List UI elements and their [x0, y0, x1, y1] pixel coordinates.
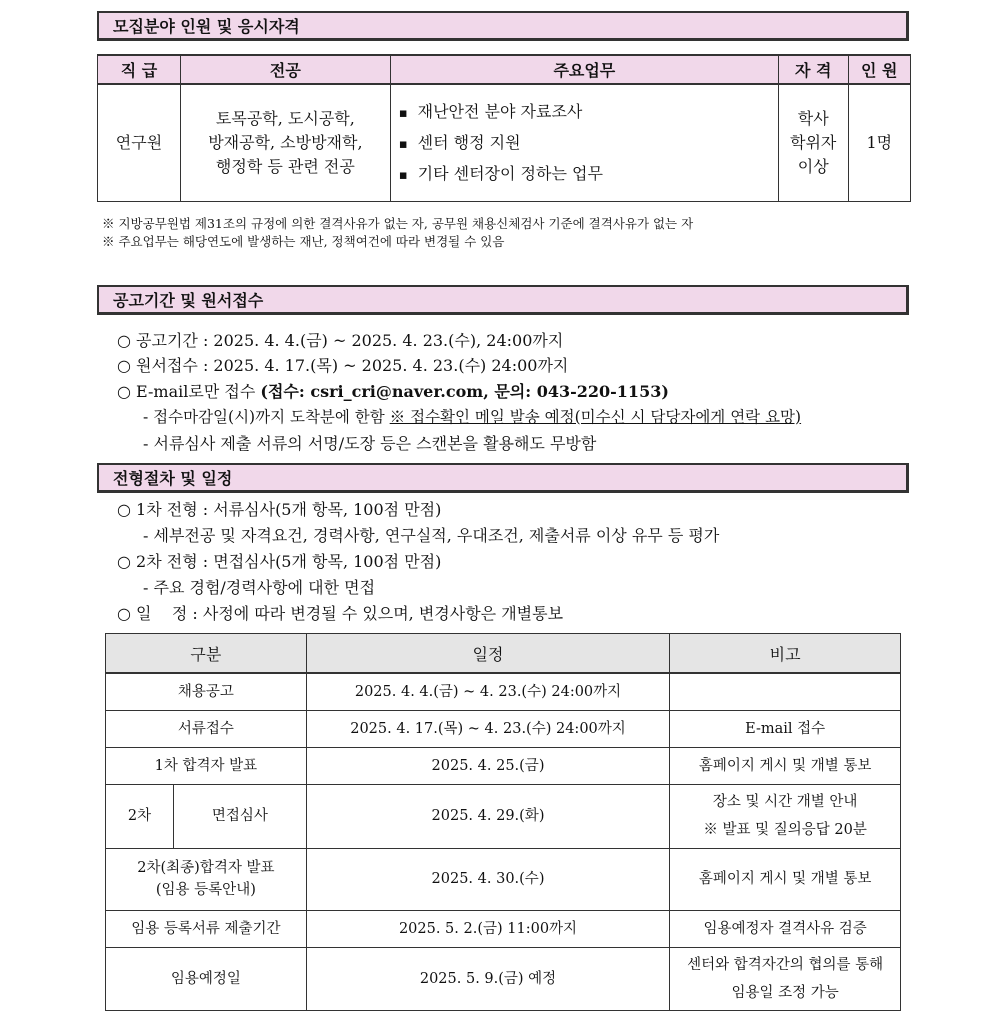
duty-item: ▪ 기타 센터장이 정하는 업무: [399, 159, 778, 190]
procedure-line: ○ 2차 전형 : 면접심사(5개 항목, 100점 만점): [117, 552, 442, 571]
note-cell: [670, 673, 901, 710]
stage-line: (임용 등록안내): [155, 882, 256, 898]
qualification-line: 학위자: [790, 133, 837, 152]
date-cell: 2025. 5. 9.(금) 예정: [306, 947, 670, 1010]
header-cell: 구분: [106, 634, 307, 674]
header-cell: 인 원: [848, 55, 910, 84]
section-title: 공고기간 및 원서접수: [113, 291, 264, 310]
section-header-procedure: [97, 463, 909, 493]
deadline-note: [143, 405, 801, 427]
major-line: 행정학 등 관련 전공: [215, 157, 355, 176]
email-application: [117, 379, 669, 402]
confirmation-mail-note: ※ 접수확인 메일 발송 예정(미수신 시 담당자에게 연락 요망): [389, 408, 802, 426]
section-title: 전형절차 및 일정: [113, 469, 233, 488]
note-cell: 홈페이지 게시 및 개별 통보: [670, 747, 901, 784]
header-cell: 전공: [180, 55, 390, 84]
stage-cell: 서류접수: [106, 710, 307, 747]
rank-cell: 연구원: [98, 84, 181, 202]
section-title: 모집분야 인원 및 응시자격: [113, 17, 300, 36]
header-cell: 자 격: [778, 55, 848, 84]
note-cell: [670, 947, 901, 1010]
major-cell: [180, 84, 390, 202]
note-cell: [670, 784, 901, 848]
note-line: 센터와 합격자간의 협의를 통해: [687, 956, 884, 973]
stage-cell: 임용예정일: [106, 947, 307, 1010]
header-cell: 일정: [306, 634, 670, 674]
header-cell: 주요업무: [390, 55, 778, 84]
table-row: [106, 910, 901, 947]
section-header-application: [97, 285, 909, 315]
table-row: [98, 84, 911, 202]
qualification-line: 학사: [797, 109, 829, 128]
application-period: ○ 원서접수 : 2025. 4. 17.(목) ~ 2025. 4. 23.(수) 24:00까지: [117, 356, 569, 375]
duties-list: [391, 97, 778, 190]
note-line: ※ 지방공무원법 제31조의 규정에 의한 결격사유가 없는 자, 공무원 채용신체검사 기준에 결격사유가 없는 자: [102, 216, 694, 231]
deadline-text: - 접수마감일(시)까지 도착분에 한함: [143, 408, 390, 426]
stage-cell: 1차 합격자 발표: [106, 747, 307, 784]
posting-period: ○ 공고기간 : 2025. 4. 4.(금) ~ 2025. 4. 23.(수), 24:00까지: [117, 331, 564, 350]
note-cell: E-mail 접수: [670, 710, 901, 747]
email-application-label: ○ E-mail로만 접수: [117, 382, 261, 401]
procedure-line: - 세부전공 및 자격요건, 경력사항, 연구실적, 우대조건, 제출서류 이상 유무 등 평가: [143, 526, 720, 545]
note-cell: 임용예정자 결격사유 검증: [670, 910, 901, 947]
notes: [102, 215, 693, 251]
table-row: [106, 747, 901, 784]
table-row: [106, 673, 901, 710]
stage-cell: 임용 등록서류 제출기간: [106, 910, 307, 947]
header-cell: 비고: [670, 634, 901, 674]
headcount-cell: 1명: [848, 84, 910, 202]
recruitment-table: [97, 54, 911, 202]
note-line: 장소 및 시간 개별 안내: [712, 794, 858, 810]
note-line: ※ 발표 및 질의응답 20분: [703, 822, 867, 838]
signature-note: - 서류심사 제출 서류의 서명/도장 등은 스캔본을 활용해도 무방함: [143, 434, 597, 453]
qualification-cell: [778, 84, 848, 202]
table-row: [106, 710, 901, 747]
major-line: 방재공학, 소방방재학,: [208, 133, 363, 152]
note-line: ※ 주요업무는 해당연도에 발생하는 재난, 정책여건에 따라 변경될 수 있음: [102, 234, 505, 249]
date-cell: 2025. 4. 30.(수): [306, 848, 670, 910]
table-header-row: [98, 55, 911, 84]
procedure-line: - 주요 경험/경력사항에 대한 면접: [143, 578, 376, 597]
date-cell: 2025. 4. 29.(화): [306, 784, 670, 848]
date-cell: 2025. 5. 2.(금) 11:00까지: [306, 910, 670, 947]
table-row: [106, 947, 901, 1010]
duties-cell: [390, 84, 778, 202]
date-cell: 2025. 4. 17.(목) ~ 4. 23.(수) 24:00까지: [306, 710, 670, 747]
stage-cell: 채용공고: [106, 673, 307, 710]
header-cell: 직 급: [98, 55, 181, 84]
table-row: [106, 784, 901, 848]
stage-cell: [106, 848, 307, 910]
note-cell: 홈페이지 게시 및 개별 통보: [670, 848, 901, 910]
substage-cell: 면접심사: [173, 784, 306, 848]
date-cell: 2025. 4. 25.(금): [306, 747, 670, 784]
stage-cell: 2차: [106, 784, 174, 848]
schedule-table: [105, 633, 901, 1011]
table-row: [106, 848, 901, 910]
section-header-recruitment: [97, 11, 909, 41]
duty-item: ▪ 센터 행정 지원: [399, 128, 778, 159]
duty-item: ▪ 재난안전 분야 자료조사: [399, 97, 778, 128]
procedure-line: ○ 1차 전형 : 서류심사(5개 항목, 100점 만점): [117, 500, 442, 519]
table-header-row: [106, 634, 901, 674]
note-line: 임용일 조정 가능: [731, 984, 839, 1001]
contact-info: (접수: csri_cri@naver.com, 문의: 043-220-1153): [260, 382, 669, 401]
stage-line: 2차(최종)합격자 발표: [137, 860, 275, 876]
qualification-line: 이상: [797, 157, 829, 176]
major-line: 토목공학, 도시공학,: [215, 109, 355, 128]
procedure-line: ○ 일 정 : 사정에 따라 변경될 수 있으며, 변경사항은 개별통보: [117, 604, 564, 623]
date-cell: 2025. 4. 4.(금) ~ 4. 23.(수) 24:00까지: [306, 673, 670, 710]
